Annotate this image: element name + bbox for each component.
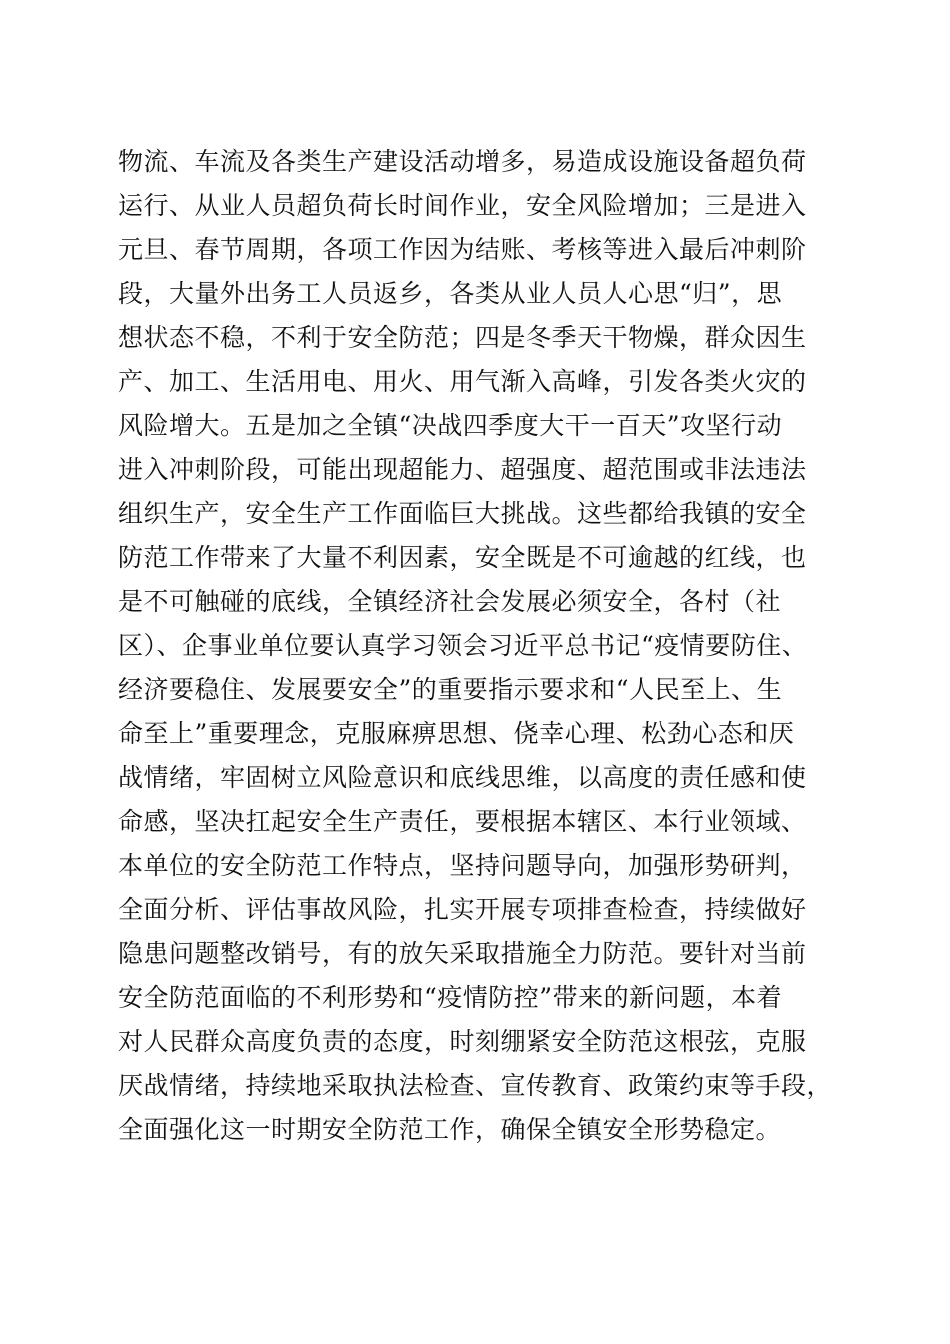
text-line-20: 安全防范面临的不利形势和“疫情防控”带来的新问题，本着 [118,983,783,1012]
text-line-3: 元旦、春节周期，各项工作因为结账、考核等进入最后冲刺阶 [118,235,807,264]
text-line-23: 全面强化这一时期安全防范工作，确保全镇安全形势稳定。 [118,1115,782,1144]
text-line-15: 战情绪，牢固树立风险意识和底线思维，以高度的责任感和使 [118,763,807,792]
text-line-10: 防范工作带来了大量不利因素，安全既是不可逾越的红线，也 [118,543,807,572]
body-paragraph [118,140,838,1152]
text-line-22: 厌战情绪，持续地采取执法检查、宣传教育、政策约束等手段， [118,1071,833,1100]
text-line-2: 运行、从业人员超负荷长时间作业，安全风险增加；三是进入 [118,191,807,220]
text-line-7: 风险增大。五是加之全镇“决战四季度大干一百天”攻坚行动 [118,411,783,440]
text-line-18: 全面分析、评估事故风险，扎实开展专项排查检查，持续做好 [118,895,807,924]
text-line-14: 命至上”重要理念，克服麻痹思想、侥幸心理、松劲心态和厌 [118,719,795,748]
text-line-17: 本单位的安全防范工作特点，坚持问题导向，加强形势研判， [118,851,807,880]
text-line-9: 组织生产，安全生产工作面临巨大挑战。这些都给我镇的安全 [118,499,807,528]
text-line-21: 对人民群众高度负责的态度，时刻绷紧安全防范这根弦，克服 [118,1027,807,1056]
text-line-8: 进入冲刺阶段，可能出现超能力、超强度、超范围或非法违法 [118,455,807,484]
text-line-4: 段，大量外出务工人员返乡，各类从业人员人心思“归”，思 [118,279,783,308]
text-line-5: 想状态不稳，不利于安全防范；四是冬季天干物燥，群众因生 [118,323,807,352]
text-line-1: 物流、车流及各类生产建设活动增多，易造成设施设备超负荷 [118,147,807,176]
text-line-13: 经济要稳住、发展要安全”的重要指示要求和“人民至上、生 [118,675,783,704]
text-line-19: 隐患问题整改销号，有的放矢采取措施全力防范。要针对当前 [118,939,807,968]
text-line-11: 是不可触碰的底线，全镇经济社会发展必须安全，各村（社 [118,587,782,616]
text-line-6: 产、加工、生活用电、用火、用气渐入高峰，引发各类火灾的 [118,367,807,396]
text-line-12: 区）、企事业单位要认真学习领会习近平总书记“疫情要防住、 [118,631,808,660]
text-line-16: 命感，坚决扛起安全生产责任，要根据本辖区、本行业领域、 [118,807,807,836]
